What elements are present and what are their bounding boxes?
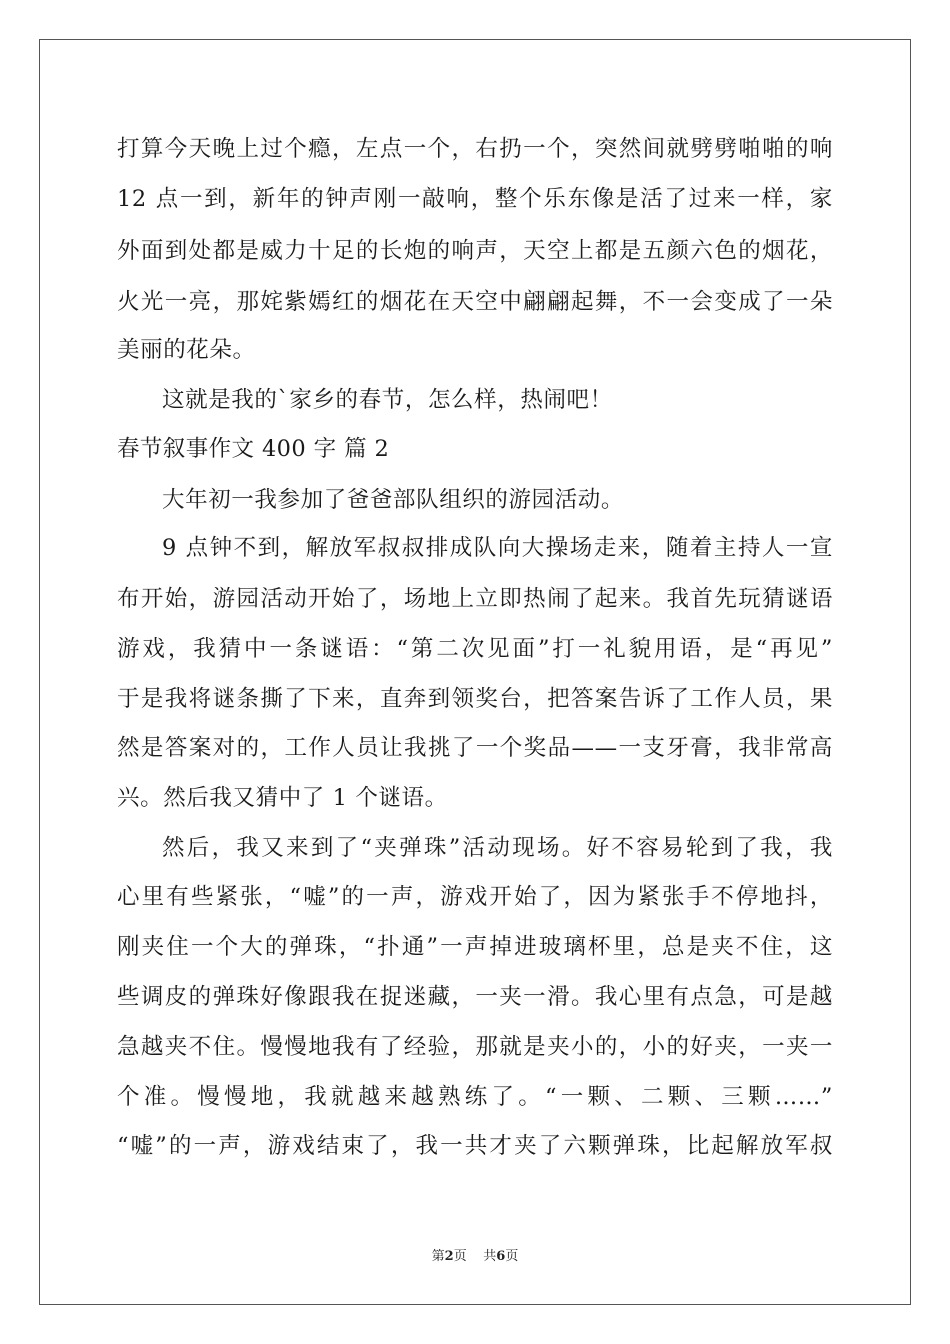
text-line: 美丽的花朵。 xyxy=(117,337,256,363)
footer-page-suffix: 页 xyxy=(453,1249,467,1264)
text-line: 然后，我又来到了“夹弹珠”活动现场。好不容易轮到了我，我 xyxy=(162,835,833,861)
text-line: 游戏，我猜中一条谜语：“第二次见面”打一礼貌用语，是“再见” xyxy=(117,636,833,662)
footer-page-number: 2 xyxy=(444,1249,454,1264)
text-line: 布开始，游园活动开始了，场地上立即热闹了起来。我首先玩猜谜语 xyxy=(117,586,833,612)
text-line: 火光一亮，那姹紫嫣红的烟花在天空中翩翩起舞，不一会变成了一朵 xyxy=(117,289,833,315)
text-line: 打算今天晚上过个瘾，左点一个，右扔一个，突然间就劈劈啪啪的响 xyxy=(117,136,833,162)
text-line: 些调皮的弹珠好像跟我在捉迷藏，一夹一滑。我心里有点急，可是越 xyxy=(117,984,833,1010)
page-footer xyxy=(0,1245,950,1264)
page-border xyxy=(39,39,911,1305)
text-line: “嘘”的一声，游戏结束了，我一共才夹了六颗弹珠，比起解放军叔 xyxy=(117,1133,833,1159)
section-heading: 春节叙事作文 400 字 篇 2 xyxy=(117,436,390,462)
text-line: 于是我将谜条撕了下来，直奔到领奖台，把答案告诉了工作人员，果 xyxy=(117,686,833,712)
text-line: 大年初一我参加了爸爸部队组织的游园活动。 xyxy=(162,487,625,513)
text-line: 个准。慢慢地，我就越来越熟练了。“一颗、二颗、三颗……” xyxy=(117,1084,833,1110)
footer-total-suffix: 页 xyxy=(505,1249,519,1264)
footer-total-pages: 6 xyxy=(496,1249,506,1264)
footer-prefix: 第 xyxy=(431,1249,445,1264)
footer-total-prefix: 共 xyxy=(483,1249,497,1264)
text-line: 心里有些紧张，“嘘”的一声，游戏开始了，因为紧张手不停地抖， xyxy=(117,884,833,910)
text-line: 刚夹住一个大的弹珠，“扑通”一声掉进玻璃杯里，总是夹不住，这 xyxy=(117,934,833,960)
text-line: 然是答案对的，工作人员让我挑了一个奖品——一支牙膏，我非常高 xyxy=(117,735,833,761)
text-line: 12 点一到，新年的钟声刚一敲响，整个乐东像是活了过来一样，家 xyxy=(117,186,833,212)
text-line: 外面到处都是威力十足的长炮的响声，天空上都是五颜六色的烟花， xyxy=(117,238,833,264)
text-line: 急越夹不住。慢慢地我有了经验，那就是夹小的，小的好夹，一夹一 xyxy=(117,1034,833,1060)
text-line: 这就是我的`家乡的春节，怎么样，热闹吧！ xyxy=(162,387,613,413)
text-line: 9 点钟不到，解放军叔叔排成队向大操场走来，随着主持人一宣 xyxy=(162,535,833,561)
text-line: 兴。然后我又猜中了 1 个谜语。 xyxy=(117,785,448,811)
